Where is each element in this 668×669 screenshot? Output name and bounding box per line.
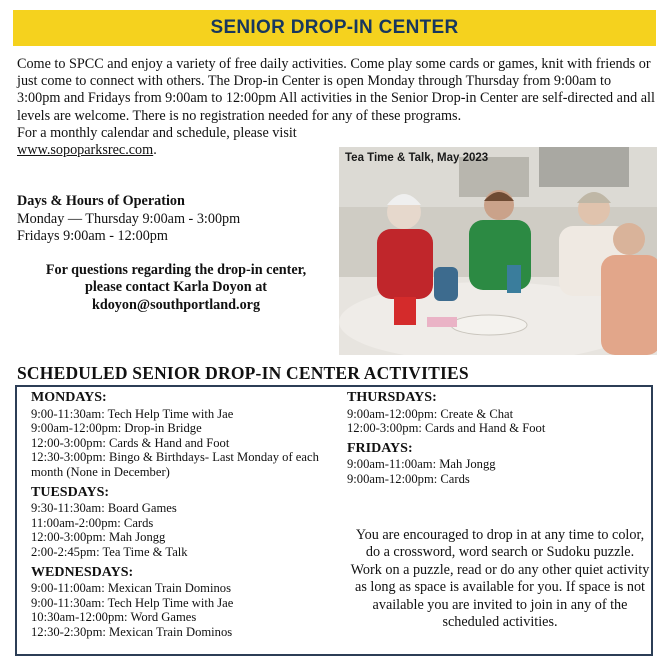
intro-paragraph: Come to SPCC and enjoy a variety of free daily activities. Come play some cards or games, knit with friends or just come to connect with others. The Drop-in Center is open Monday through Thursday from 9:00am to 3:00pm and Fridays from 9:00am to 12:00pm All activities in the Senior Drop-in Center are self-directed and all levels are welcome. There is no registration needed for any of these programs. — [17, 56, 655, 124]
schedule-activity: 12:00-3:00pm: Cards and Hand & Foot — [347, 421, 546, 436]
schedule-right-column — [347, 391, 647, 487]
contact-info — [17, 262, 335, 314]
schedule-activity: 9:00am-12:00pm: Drop-in Bridge — [31, 421, 202, 436]
hours-fridays: Fridays 9:00am - 12:00pm — [17, 228, 168, 245]
contact-line-1: For questions regarding the drop-in center, — [45, 262, 307, 278]
hours-of-operation — [17, 193, 337, 246]
schedule-activity: 12:30-2:30pm: Mexican Train Dominos — [31, 624, 233, 639]
schedule-activity: 12:00-3:00pm: Cards & Hand and Foot — [31, 435, 230, 450]
schedule-title: SCHEDULED SENIOR DROP-IN CENTER ACTIVITIES — [17, 363, 469, 383]
page-title: SENIOR DROP-IN CENTER — [210, 17, 459, 38]
schedule-day-heading: THURSDAYS: — [347, 390, 437, 405]
schedule-activity: 9:30-11:30am: Board Games — [31, 501, 177, 516]
schedule-day-heading: TUESDAYS: — [31, 484, 110, 500]
period: . — [153, 142, 157, 159]
photo-caption: Tea Time & Talk, May 2023 — [345, 152, 489, 164]
calendar-prompt: For a monthly calendar and schedule, please visit — [17, 125, 297, 141]
schedule-activity: 10:30am-12:00pm: Word Games — [31, 610, 197, 625]
schedule-left-column — [31, 391, 351, 640]
schedule-activity: 11:00am-2:00pm: Cards — [31, 515, 154, 530]
schedule-activity: 12:00-3:00pm: Mah Jongg — [31, 530, 166, 545]
schedule-activity: 9:00am-12:00pm: Cards — [347, 471, 470, 486]
schedule-activity: 2:00-2:45pm: Tea Time & Talk — [31, 544, 188, 559]
website-link[interactable]: www.sopoparksrec.com — [17, 142, 154, 159]
contact-email[interactable]: kdoyon@southportland.org — [91, 296, 261, 313]
schedule-box — [15, 385, 653, 656]
schedule-activity: 9:00-11:00am: Mexican Train Dominos — [31, 581, 231, 596]
hours-heading: Days & Hours of Operation — [17, 193, 185, 209]
schedule-activity: 12:30-3:00pm: Bingo & Birthdays- Last Monday of each month (None in December) — [31, 450, 319, 479]
tea-time-photo — [339, 147, 657, 355]
schedule-activity: 9:00-11:30am: Tech Help Time with Jae — [31, 595, 234, 610]
hours-weekdays: Monday — Thursday 9:00am - 3:00pm — [17, 210, 241, 227]
schedule-activity: 9:00am-12:00pm: Create & Chat — [347, 406, 514, 421]
title-banner — [13, 10, 656, 46]
intro-calendar-text — [17, 125, 327, 159]
photo-illustration — [339, 147, 657, 355]
schedule-activity: 9:00am-11:00am: Mah Jongg — [347, 457, 496, 472]
schedule-day-heading: FRIDAYS: — [347, 440, 413, 456]
schedule-day-heading: MONDAYS: — [31, 390, 107, 405]
schedule-activity: 9:00-11:30am: Tech Help Time with Jae — [31, 406, 234, 421]
drop-in-note: You are encouraged to drop in at any time to color, do a crossword, word search or Sudoku puzzle. Work on a puzzle, read or do any other quiet activity as long as space is available for you. If space is not available you are invited to join in any of the scheduled activities. — [350, 527, 650, 631]
contact-line-2: please contact Karla Doyon at — [84, 279, 268, 296]
schedule-day-heading: WEDNESDAYS: — [31, 564, 134, 580]
